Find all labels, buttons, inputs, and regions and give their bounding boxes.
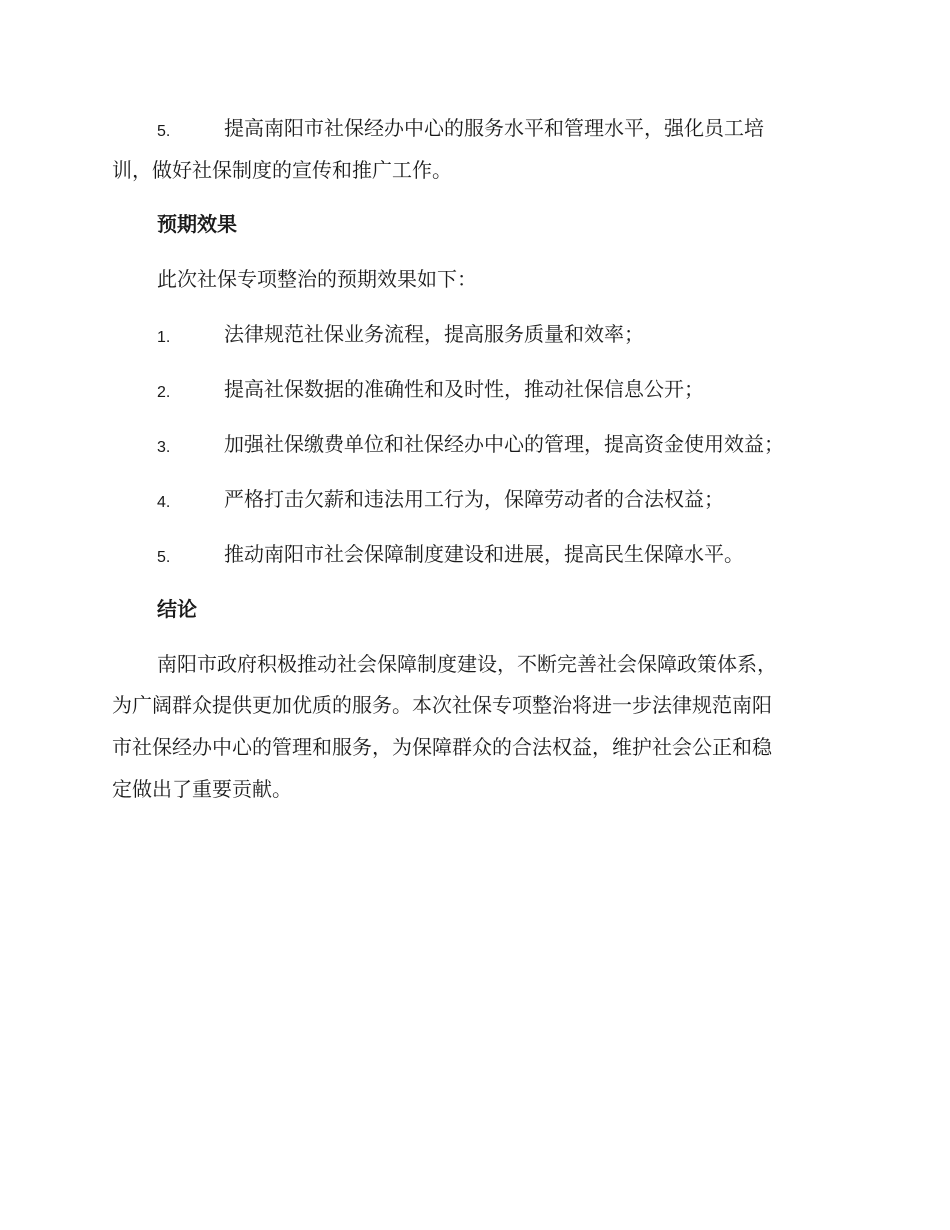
list-item-text: 法律规范社保业务流程，提高服务质量和效率； [224,322,644,346]
conclusion-line-3: 市社保经办中心的管理和服务，为保障群众的合法权益，维护社会公正和稳 [112,735,772,759]
list-item-text: 加强社保缴费单位和社保经办中心的管理，提高资金使用效益； [224,432,784,456]
expected-effects-intro: 此次社保专项整治的预期效果如下： [157,267,477,291]
list-item-text: 提高南阳市社保经办中心的服务水平和管理水平，强化员工培 [224,116,764,140]
list-item-text-continuation: 训，做好社保制度的宣传和推广工作。 [112,158,452,182]
section-heading-conclusion: 结论 [157,597,197,621]
conclusion-line-1: 南阳市政府积极推动社会保障制度建设，不断完善社会保障政策体系， [157,652,777,676]
list-item-text: 严格打击欠薪和违法用工行为，保障劳动者的合法权益； [224,487,724,511]
list-item-number: 2. [157,384,171,401]
list-item-number: 5. [157,123,171,140]
section-heading-expected-effects: 预期效果 [157,212,237,236]
list-item-number: 4. [157,494,171,511]
list-item-number: 3. [157,439,171,456]
conclusion-line-2: 为广阔群众提供更加优质的服务。本次社保专项整治将进一步法律规范南阳 [112,693,772,717]
list-item-number: 1. [157,329,171,346]
list-item-text: 推动南阳市社会保障制度建设和进展，提高民生保障水平。 [224,542,744,566]
conclusion-line-4: 定做出了重要贡献。 [112,777,292,801]
list-item-text: 提高社保数据的准确性和及时性，推动社保信息公开； [224,377,704,401]
list-item-number: 5. [157,549,171,566]
